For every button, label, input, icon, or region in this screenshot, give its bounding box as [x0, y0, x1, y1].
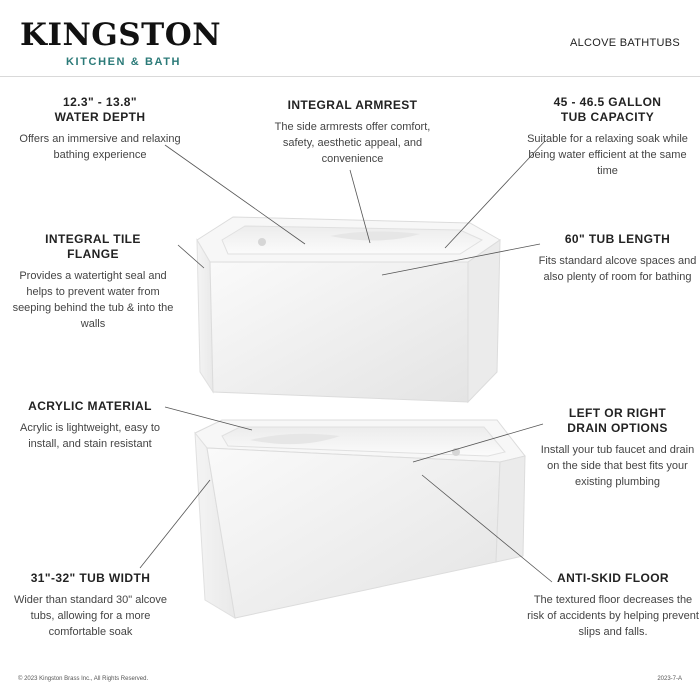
feature-tile-flange-title: INTEGRAL TILE FLANGE	[45, 232, 141, 261]
brand-tagline: KITCHEN & BATH	[66, 56, 182, 68]
category-label: ALCOVE BATHTUBS	[569, 37, 680, 49]
tub-bottom-front-panel	[207, 448, 500, 618]
feature-tile-flange-desc: Provides a watertight seal and helps to prevent water from seeping behind the tub & into the walls	[12, 270, 174, 330]
feature-armrest	[260, 98, 445, 167]
feature-acrylic-desc: Acrylic is lightweight, easy to install, and stain resistant	[20, 422, 160, 450]
feature-capacity-title: 45 - 46.5 GALLON TUB CAPACITY	[553, 95, 662, 124]
feature-armrest-desc: The side armrests offer comfort, safety, aesthetic appeal, and convenience	[274, 121, 431, 165]
feature-tub-width-desc: Wider than standard 30" alcove tubs, allowing for a more comfortable soak	[13, 594, 168, 638]
feature-anti-skid	[527, 571, 699, 640]
tub-top-view	[197, 217, 500, 402]
footer-copyright: © 2023 Kingston Brass Inc., All Rights Reserved.	[18, 676, 149, 682]
feature-tub-width	[8, 571, 173, 640]
footer-code: 2023-7-A	[657, 676, 682, 682]
feature-anti-skid-title: ANTI-SKID FLOOR	[557, 571, 669, 585]
tub-bottom-end-panel	[496, 456, 525, 562]
feature-water-depth-title: 12.3" - 13.8" WATER DEPTH	[54, 95, 146, 124]
tub-top-overflow	[258, 238, 266, 246]
feature-tile-flange	[8, 232, 178, 332]
tub-top-end-panel	[468, 240, 500, 402]
brand-logo: KINGSTON	[20, 17, 222, 53]
feature-armrest-title: INTEGRAL ARMREST	[287, 98, 418, 112]
feature-acrylic-title: ACRYLIC MATERIAL	[28, 399, 152, 413]
feature-capacity	[520, 95, 695, 179]
tub-top-front-panel	[210, 262, 468, 402]
feature-drain-title: LEFT OR RIGHT DRAIN OPTIONS	[567, 406, 668, 435]
feature-anti-skid-desc: The textured floor decreases the risk of accidents by helping prevent slips and falls.	[527, 594, 699, 638]
feature-drain	[535, 406, 700, 490]
feature-acrylic	[10, 399, 170, 452]
feature-tub-length	[535, 232, 700, 285]
leader-tub-width	[140, 480, 210, 568]
feature-capacity-desc: Suitable for a relaxing soak while being water efficient at the same time	[527, 133, 688, 177]
feature-tub-width-title: 31"-32" TUB WIDTH	[30, 571, 151, 585]
feature-water-depth-desc: Offers an immersive and relaxing bathing experience	[19, 133, 181, 161]
feature-water-depth	[10, 95, 190, 163]
feature-tub-length-title: 60" TUB LENGTH	[564, 232, 671, 246]
feature-tub-length-desc: Fits standard alcove spaces and also plenty of room for bathing	[538, 255, 697, 283]
feature-drain-desc: Install your tub faucet and drain on the side that best fits your existing plumbing	[540, 444, 695, 488]
